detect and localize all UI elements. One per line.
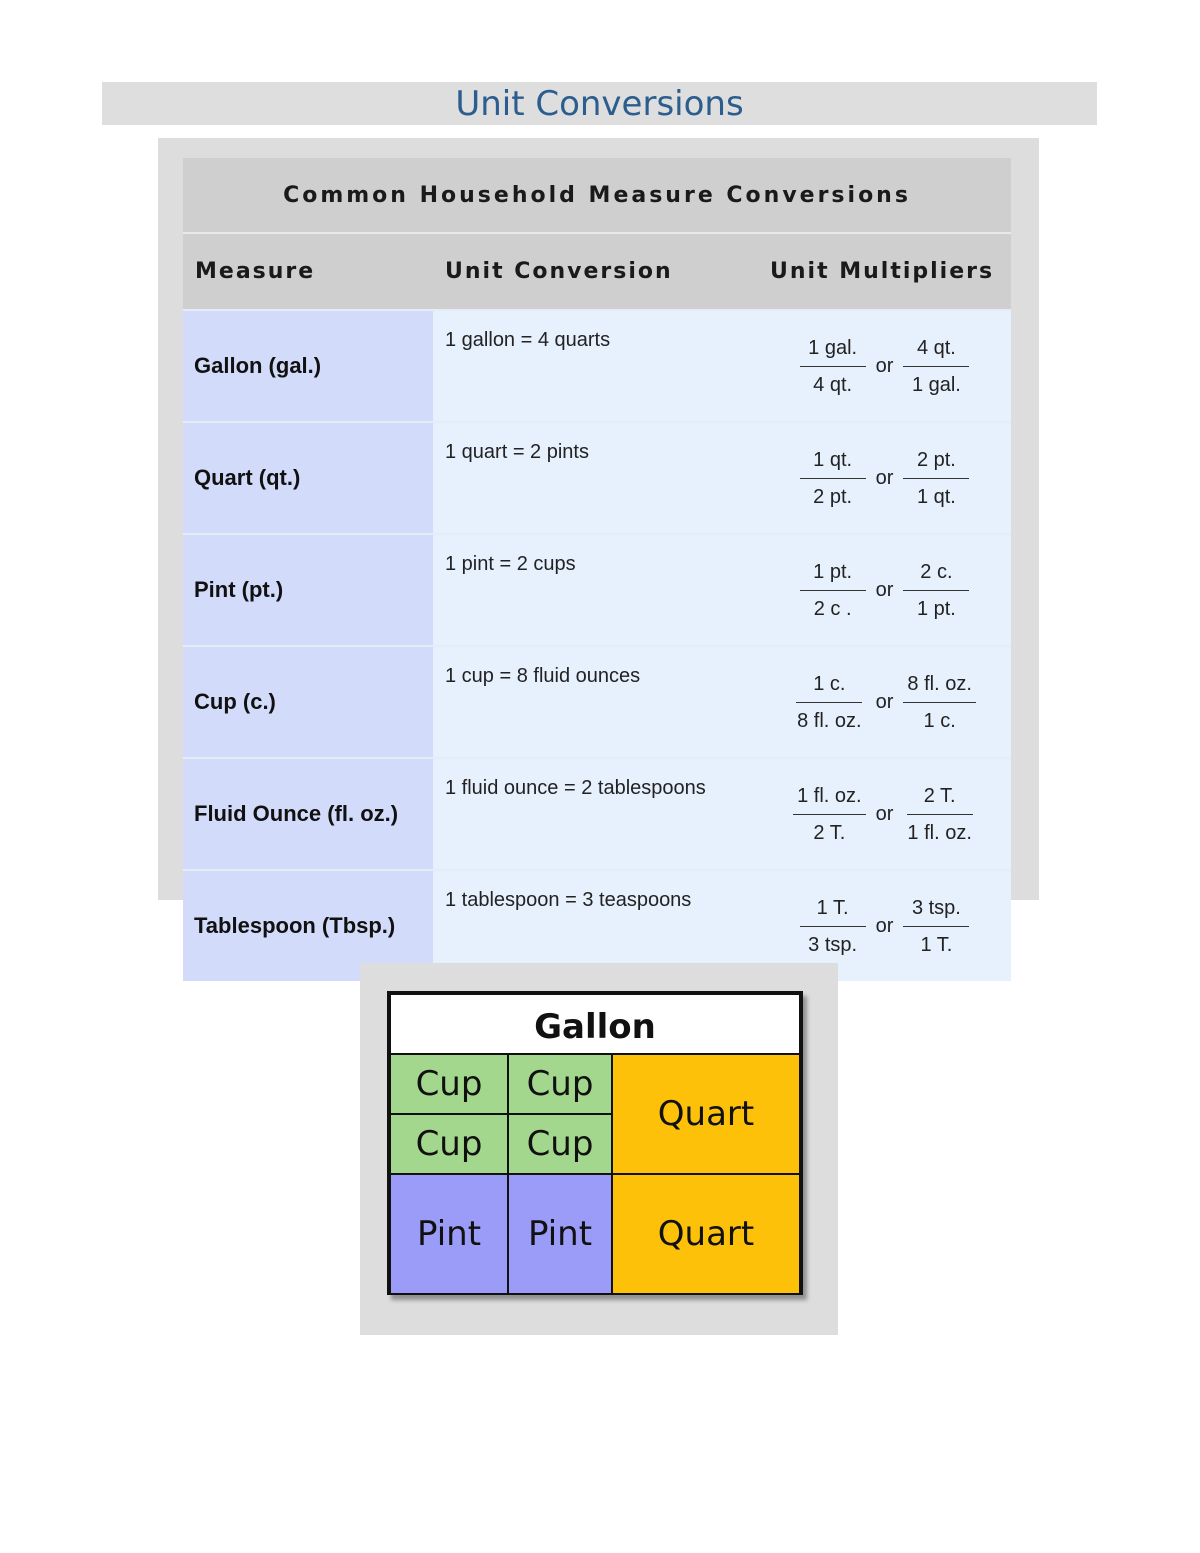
table-row	[183, 422, 1011, 534]
pint-block: Pint	[391, 1175, 507, 1293]
multipliers-cell	[758, 534, 1011, 646]
fraction-denominator: 1 pt.	[916, 597, 956, 620]
multiplier-fraction	[800, 448, 866, 509]
cup-block: Cup	[509, 1115, 611, 1173]
fraction-denominator: 2 pt.	[813, 485, 853, 508]
conversion-cell: 1 cup = 8 fluid ounces	[433, 646, 758, 758]
fraction-numerator: 2 c.	[903, 560, 969, 591]
fraction-numerator: 1 pt.	[800, 560, 866, 591]
or-text: or	[875, 690, 894, 713]
fraction-denominator: 1 qt.	[916, 485, 956, 508]
multiplier-fraction	[903, 448, 969, 509]
multipliers-cell	[758, 310, 1011, 422]
multiplier-fraction	[903, 896, 969, 957]
measure-cell: Fluid Ounce (fl. oz.)	[183, 758, 433, 870]
conversion-table-panel	[158, 138, 1039, 956]
header-measure: Measure	[183, 233, 433, 310]
fraction-denominator: 3 tsp.	[808, 933, 858, 956]
measure-cell: Quart (qt.)	[183, 422, 433, 534]
gallon-diagram	[387, 991, 803, 1295]
fraction-numerator: 8 fl. oz.	[903, 672, 975, 703]
conversion-table	[183, 158, 1011, 981]
fraction-denominator: 2 c .	[813, 597, 852, 620]
multiplier-fraction	[800, 560, 866, 621]
header-unit-multipliers: Unit Multipliers	[758, 233, 1011, 310]
fraction-denominator: 4 qt.	[813, 373, 853, 396]
fraction-numerator: 3 tsp.	[903, 896, 969, 927]
multiplier-fraction	[800, 336, 866, 397]
multiplier-fraction	[903, 560, 969, 621]
multiplier-fraction	[903, 336, 969, 397]
fraction-numerator: 4 qt.	[903, 336, 969, 367]
fraction-denominator: 1 fl. oz.	[907, 821, 972, 844]
or-text: or	[875, 354, 894, 377]
quart-block: Quart	[613, 1055, 799, 1173]
fraction-denominator: 1 gal.	[911, 373, 961, 396]
fraction-numerator: 2 pt.	[903, 448, 969, 479]
conversion-cell: 1 gallon = 4 quarts	[433, 310, 758, 422]
table-caption: Common Household Measure Conversions	[183, 158, 1011, 233]
pint-block: Pint	[509, 1175, 611, 1293]
table-row	[183, 534, 1011, 646]
fraction-denominator: 2 T.	[813, 821, 846, 844]
or-text: or	[875, 802, 894, 825]
header-unit-conversion: Unit Conversion	[433, 233, 758, 310]
multiplier-fraction	[800, 896, 866, 957]
measure-cell: Pint (pt.)	[183, 534, 433, 646]
conversion-cell: 1 fluid ounce = 2 tablespoons	[433, 758, 758, 870]
multipliers-cell	[758, 758, 1011, 870]
or-text: or	[875, 578, 894, 601]
conversion-cell: 1 pint = 2 cups	[433, 534, 758, 646]
multiplier-fraction	[903, 672, 975, 733]
gallon-label: Gallon	[391, 995, 799, 1053]
table-row	[183, 758, 1011, 870]
fraction-numerator: 2 T.	[907, 784, 973, 815]
or-text: or	[875, 914, 894, 937]
measure-cell: Gallon (gal.)	[183, 310, 433, 422]
fraction-denominator: 8 fl. oz.	[797, 709, 862, 732]
cup-block: Cup	[391, 1055, 507, 1113]
fraction-numerator: 1 qt.	[800, 448, 866, 479]
cup-block: Cup	[391, 1115, 507, 1173]
conversion-cell: 1 quart = 2 pints	[433, 422, 758, 534]
conversion-cell: 1 tablespoon = 3 teaspoons	[433, 870, 758, 981]
multiplier-fraction	[793, 672, 865, 733]
quart-block: Quart	[613, 1175, 799, 1293]
table-row	[183, 646, 1011, 758]
table-row	[183, 310, 1011, 422]
measure-cell: Tablespoon (Tbsp.)	[183, 870, 433, 981]
fraction-denominator: 1 c.	[923, 709, 956, 732]
gallon-diagram-panel	[360, 963, 838, 1335]
multiplier-fraction	[903, 784, 975, 845]
multiplier-fraction	[793, 784, 865, 845]
measure-cell: Cup (c.)	[183, 646, 433, 758]
fraction-numerator: 1 T.	[800, 896, 866, 927]
or-text: or	[875, 466, 894, 489]
multipliers-cell	[758, 422, 1011, 534]
fraction-denominator: 1 T.	[920, 933, 953, 956]
page-title: Unit Conversions	[102, 82, 1097, 125]
multipliers-cell	[758, 646, 1011, 758]
fraction-numerator: 1 fl. oz.	[793, 784, 865, 815]
cup-block: Cup	[509, 1055, 611, 1113]
fraction-numerator: 1 gal.	[800, 336, 866, 367]
fraction-numerator: 1 c.	[796, 672, 862, 703]
